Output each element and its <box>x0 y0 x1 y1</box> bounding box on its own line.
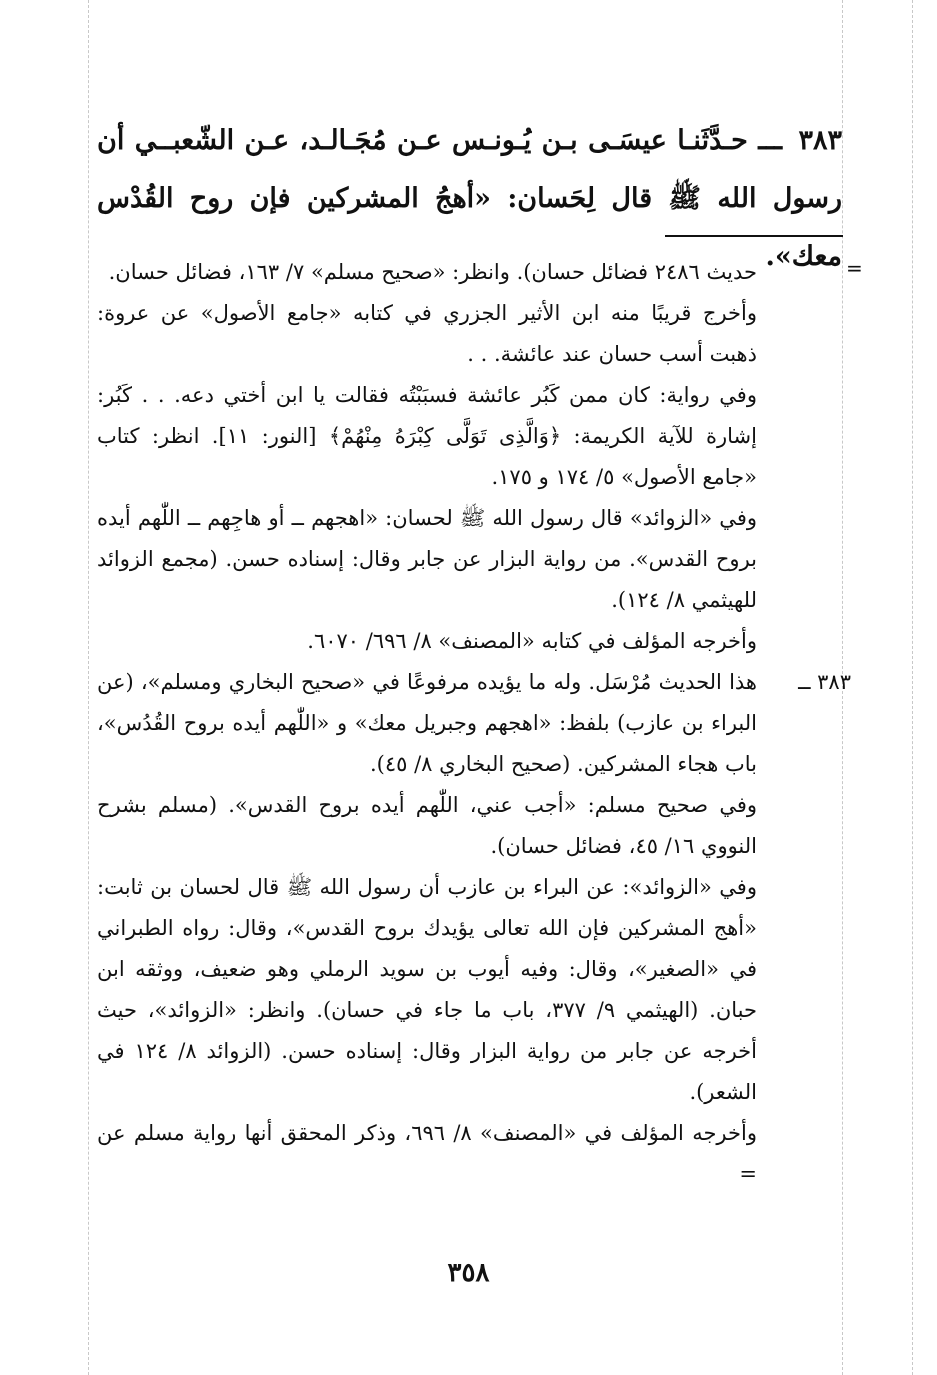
footnote-paragraph: وفي «الزوائد» قال رسول الله ﷺ لحسان: «اهجهم ــ أو هاجِهم ــ اللّٰهم أيده بروح القدس». من رواية البزار عن جابر وقال: إسناده حسن. (مجمع الزوائد للهيثمي ٨/ ١٢٤). <box>97 506 757 612</box>
footnote-number: ٣٨٣ ــ <box>798 670 851 694</box>
footnote-383-paragraph <box>97 662 851 785</box>
footnote-paragraph: وأخرجه المؤلف في «المصنف» ٨/ ٦٩٦، وذكر المحقق أنها رواية مسلم عن = <box>97 1121 757 1186</box>
scan-guide-line-left <box>88 0 89 1375</box>
continuation-marker-top: = <box>846 256 863 280</box>
page-number: ٣٥٨ <box>447 1258 490 1288</box>
footnote-paragraph: وأخرج قريبًا منه ابن الأثير الجزري في كتابه «جامع الأصول» عن عروة: ذهبت أسب حسان عند عائشة. . . <box>97 301 757 366</box>
footnote-paragraph: حديث ٢٤٨٦ فضائل حسان). وانظر: «صحيح مسلم» ٧/ ١٦٣، فضائل حسان. <box>108 260 757 284</box>
footnote-383-text: هذا الحديث مُرْسَل. وله ما يؤيده مرفوعًا في «صحيح البخاري ومسلم»، (عن البراء بن عازب) بلفظ: «اهجهم وجبريل معك» و «اللّٰهم أيده بروح القُدُس»، باب هجاء المشركين. (صحيح البخاري ٨/ ٤٥). <box>97 670 757 776</box>
footnote-paragraph: وفي رواية: كان ممن كَبُر عائشة فسبَبْتُه فقالت يا ابن أختي دعه. . . كَبُر: إشارة للآية الكريمة: ﴿وَالَّذِى تَوَلَّى كِبْرَهُ مِنْهُمْ﴾ [النور: ١١]. انظر: كتاب «جامع الأصول» ٥/ ١٧٤ و ١٧٥. <box>97 383 757 489</box>
hadith-body: ـــ حـدَّثَنـا عيسَـى بـن يُـونـس عـن مُجَـالـد، عـن الشّعبــي أن رسول الله ﷺ قال لِحَسان: «أهجُ المشركين فإن روح القُدْس معك». <box>97 125 842 272</box>
scan-guide-line-edge <box>912 0 913 1375</box>
footnote-paragraph: وفي «الزوائد»: عن البراء بن عازب أن رسول الله ﷺ قال لحسان بن ثابت: «أهج المشركين فإن الله تعالى يؤيدك بروح القدس»، وقال: رواه الطبراني في «الصغير»، وقال: وفيه أيوب بن سويد الرملي وهو ضعيف، ووثقه ابن حبان. (الهيثمي ٩/ ٣٧٧، باب ما جاء في حسان). وانظر: «الزوائد»، حيث أخرجه عن جابر من رواية البزار وقال: إسناده حسن. (الزوائد ٨/ ١٢٤ في الشعر). <box>97 875 757 1104</box>
footnote-paragraph: وفي صحيح مسلم: «أجب عني، اللّٰهم أيده بروح القدس». (مسلم بشرح النووي ١٦/ ٤٥، فضائل حسان). <box>97 793 757 858</box>
hadith-number: ٣٨٣ <box>798 125 842 156</box>
footnote-separator <box>665 235 843 237</box>
footnote-paragraph: وأخرجه المؤلف في كتابه «المصنف» ٨/ ٦٩٦/ ٦٠٧٠. <box>307 629 757 653</box>
footnotes <box>97 252 851 1195</box>
